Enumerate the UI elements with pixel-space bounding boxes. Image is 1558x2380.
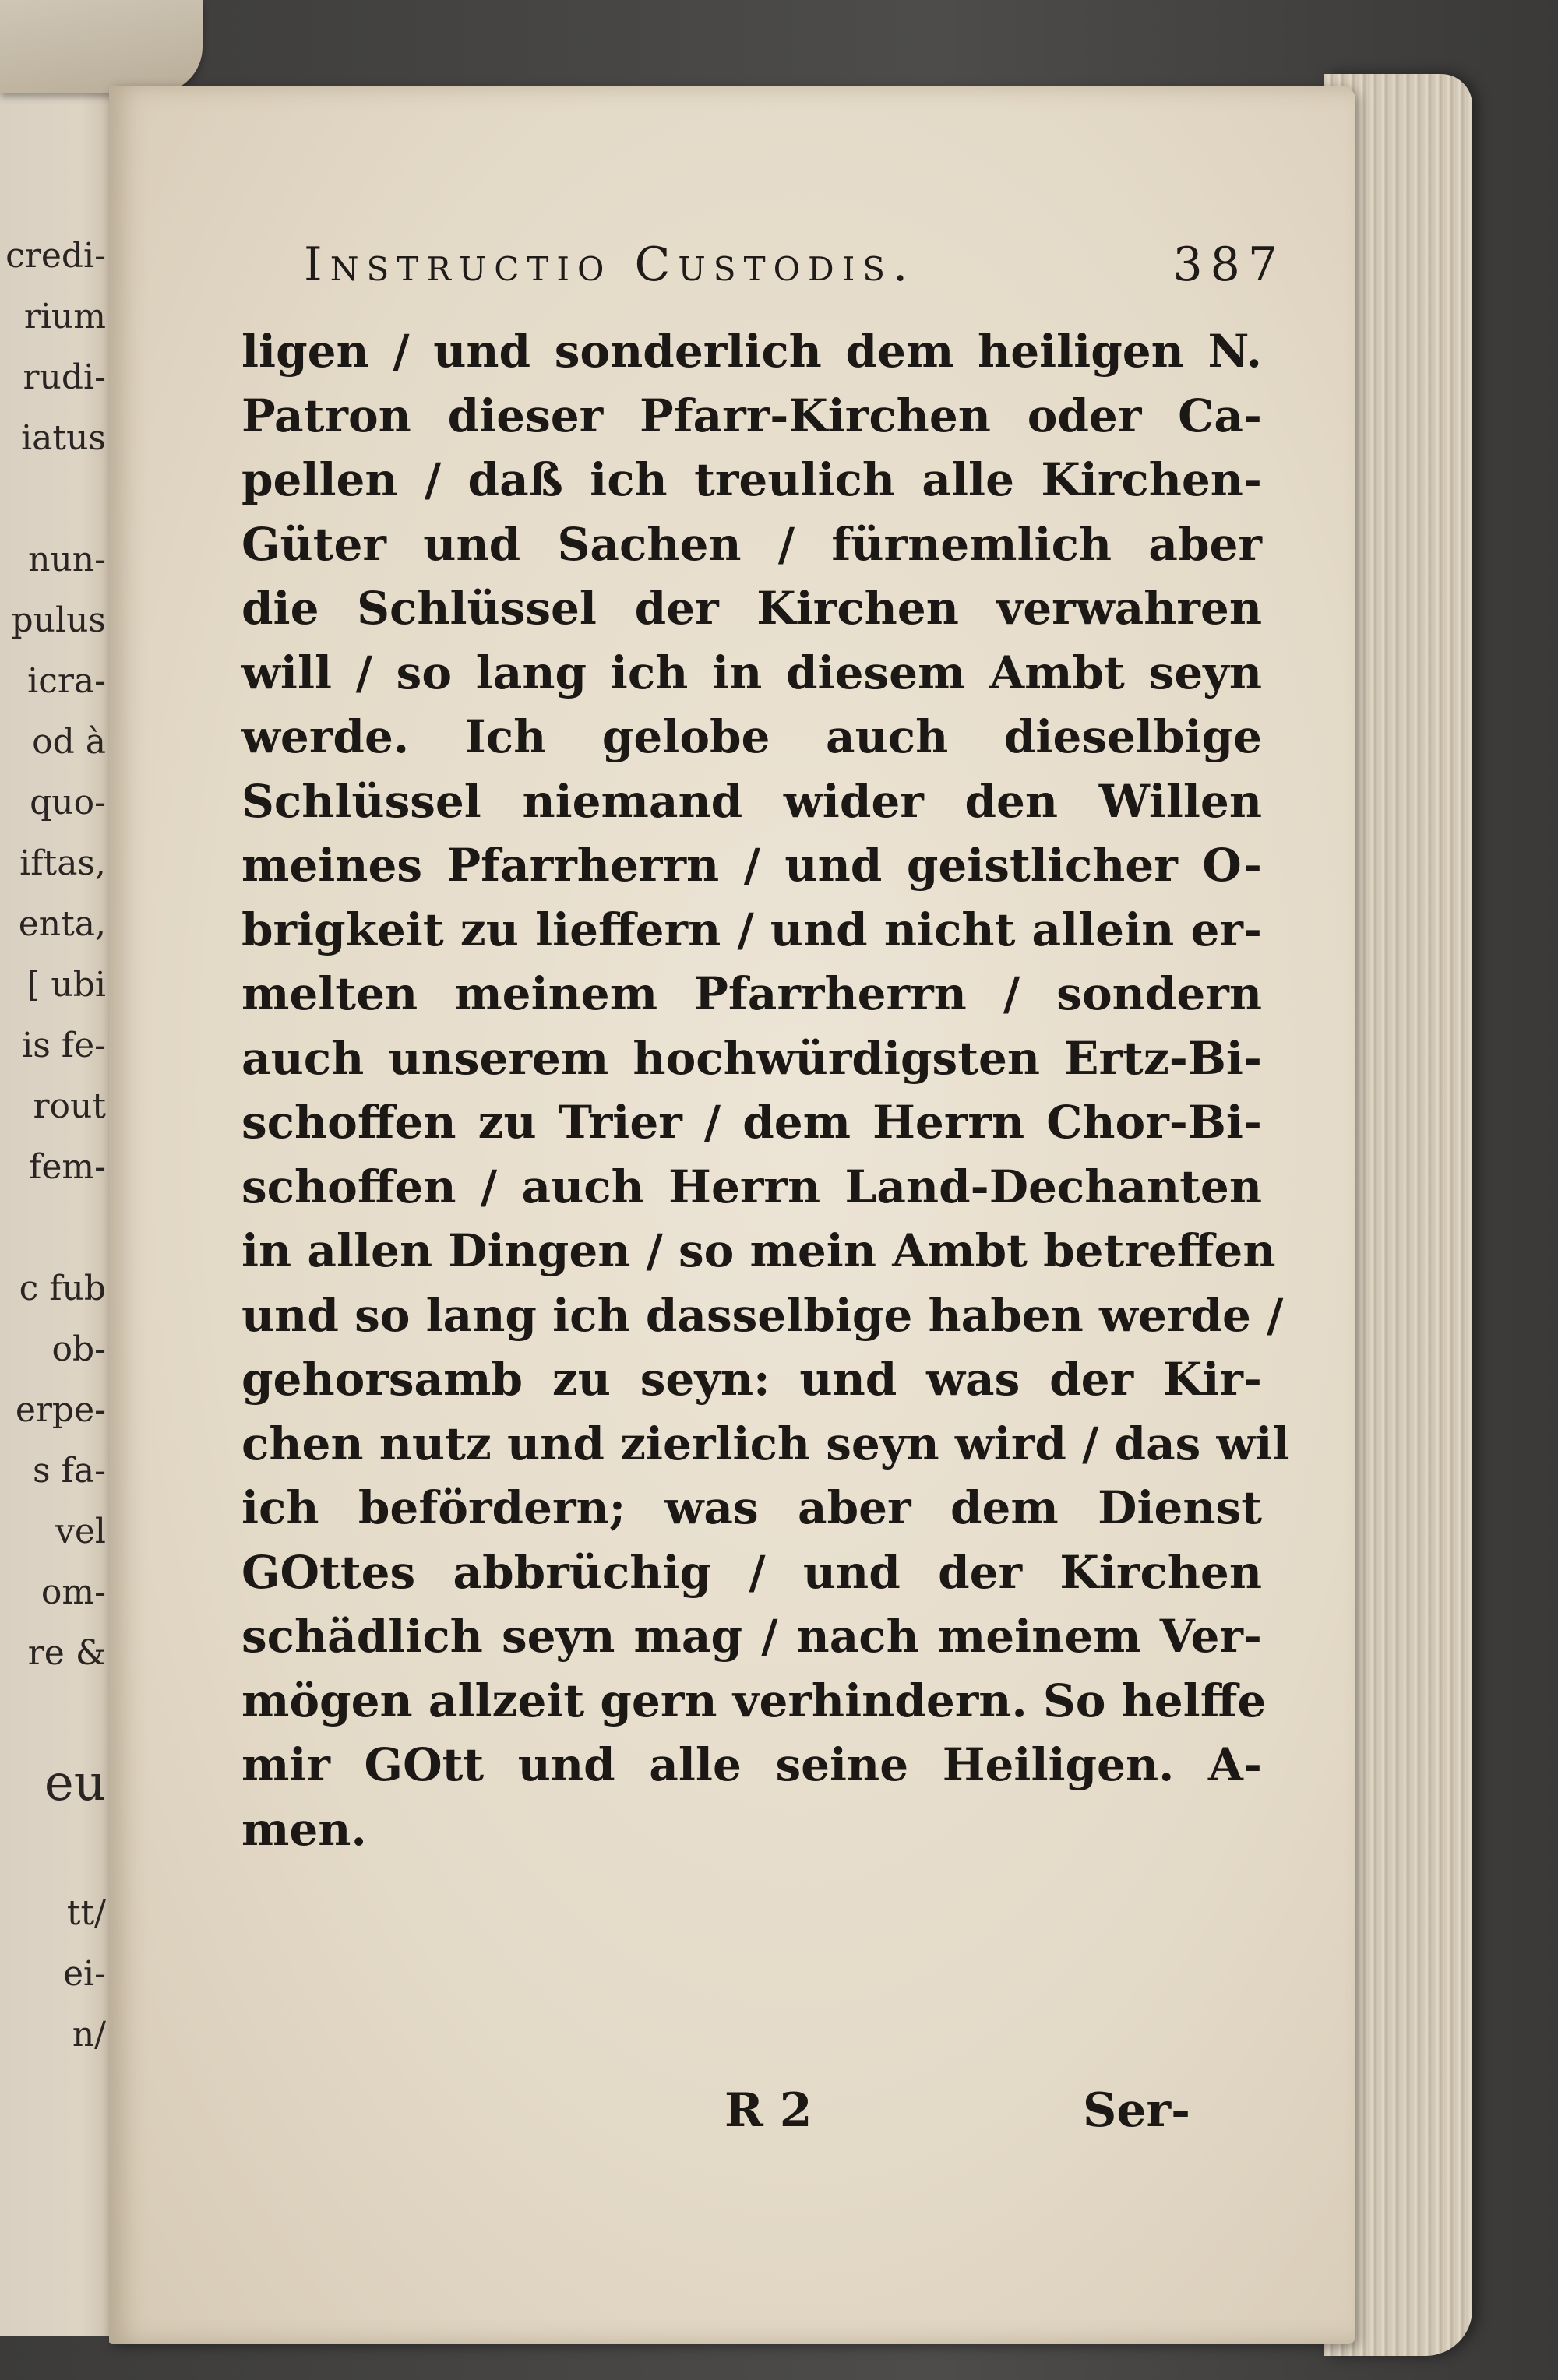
signature-mark: R 2 [724, 2083, 812, 2138]
left-page-fragment: n/ [72, 2015, 106, 2054]
text-line: mir GOtt und alle seine Heiligen. A- [241, 1738, 1262, 1791]
left-page-fragment [0, 469, 106, 530]
running-header [304, 238, 1285, 292]
left-page-fragment: vel [55, 1512, 106, 1551]
left-page-fragment: credi- [5, 236, 106, 276]
left-page-fragment: pulus [11, 600, 106, 640]
left-page-fragment: ob- [51, 1329, 106, 1369]
left-page-fragment: re & [27, 1633, 106, 1673]
text-line: Güter und Sachen / fürnemlich aber [241, 517, 1262, 571]
text-line: schoffen zu Trier / dem Herrn Chor-Bi- [241, 1096, 1262, 1149]
left-page-fragment: ei- [63, 1954, 106, 1994]
book-binding [0, 0, 203, 93]
left-page-fragment [0, 1684, 106, 1745]
left-page-fragment: iatus [21, 418, 106, 458]
text-line: GOttes abbrüchig / und der Kirchen [241, 1545, 1262, 1599]
text-line: mögen allzeit gern verhindern. So helffe [241, 1674, 1267, 1727]
text-line: und so lang ich dasselbige haben werde / [241, 1288, 1284, 1342]
left-page-fragment: rout [33, 1086, 106, 1126]
left-page-fragment: nun- [28, 540, 106, 579]
header-title: Instructio Custodis. [304, 238, 916, 292]
left-page-fragment: quo- [30, 783, 106, 822]
text-line: auch unserem hochwürdigsten Ertz-Bi- [241, 1031, 1262, 1085]
left-page-fragment [0, 1822, 106, 1883]
left-facing-page [0, 47, 117, 2336]
text-line: ich befördern; was aber dem Dienst [241, 1481, 1262, 1534]
text-line: men. [241, 1802, 367, 1856]
left-page-fragment: od à [32, 722, 106, 762]
left-page-fragment: om- [41, 1572, 106, 1612]
left-page-fragment: rium [23, 297, 106, 336]
left-page-fragment: s fa- [33, 1451, 106, 1491]
body-text [241, 319, 1290, 1861]
left-page-fragment: enta, [18, 904, 106, 944]
text-line: werde. Ich gelobe auch dieselbige [241, 710, 1262, 763]
catchword: Ser- [1083, 2083, 1191, 2138]
main-page [109, 86, 1355, 2344]
text-line: melten meinem Pfarrherrn / sondern [241, 967, 1262, 1020]
left-page-fragment: icra- [27, 661, 106, 701]
left-page-fragment: c fub [19, 1269, 106, 1308]
text-line: brigkeit zu lieffern / und nicht allein er- [241, 903, 1262, 956]
left-page-fragment [0, 1198, 106, 1259]
text-line: Schlüssel niemand wider den Willen [241, 774, 1262, 828]
left-page-text [0, 226, 117, 2065]
left-page-fragment: iftas, [19, 843, 106, 883]
left-page-fragment: rudi- [23, 357, 106, 397]
text-line: pellen / daß ich treulich alle Kirchen- [241, 453, 1262, 506]
text-line: in allen Dingen / so mein Ambt betreffen [241, 1224, 1276, 1277]
text-line: die Schlüssel der Kirchen verwahren [241, 582, 1262, 635]
left-page-fragment: erpe- [15, 1390, 106, 1430]
left-page-fragment: fem- [29, 1147, 106, 1187]
text-line: gehorsamb zu seyn: und was der Kir- [241, 1353, 1262, 1406]
text-line: ligen / und sonderlich dem heiligen N. [241, 325, 1262, 378]
text-line: schoffen / auch Herrn Land-Dechanten [241, 1160, 1262, 1213]
text-line: Patron dieser Pfarr-Kirchen oder Ca- [241, 389, 1262, 442]
text-line: chen nutz und zierlich seyn wird / das wil [241, 1417, 1290, 1470]
text-line: will / so lang ich in diesem Ambt seyn [241, 646, 1262, 699]
left-page-fragment: [ ubi [26, 965, 106, 1005]
page-number: 387 [1172, 238, 1285, 292]
left-page-fragment: eu [44, 1755, 106, 1812]
left-page-fragment: is fe- [22, 1026, 106, 1065]
text-line: meines Pfarrherrn / und geistlicher O- [241, 839, 1262, 892]
left-page-fragment: tt/ [66, 1893, 106, 1933]
text-line: schädlich seyn mag / nach meinem Ver- [241, 1610, 1262, 1663]
